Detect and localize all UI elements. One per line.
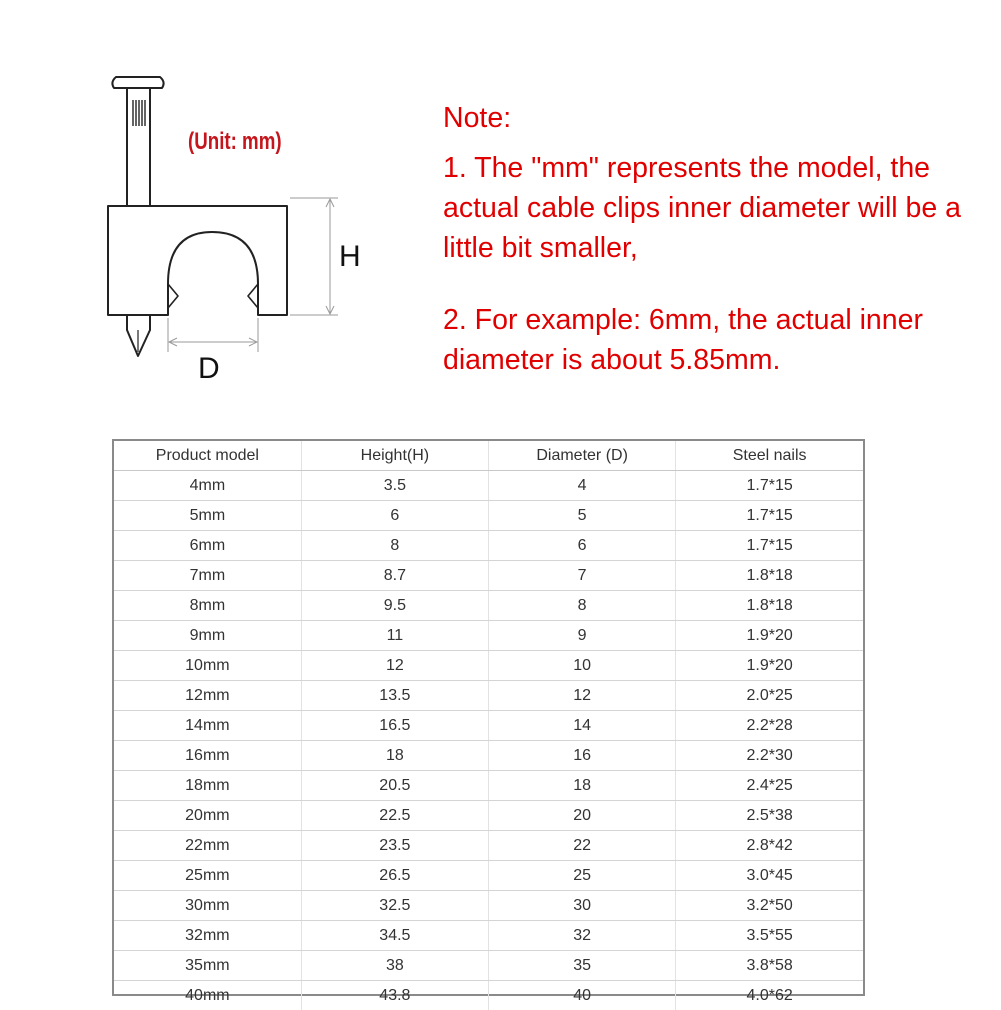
cell-diameter: 20	[489, 801, 676, 831]
clip-body	[108, 206, 287, 315]
cell-product-model: 4mm	[114, 471, 301, 501]
cell-diameter: 4	[489, 471, 676, 501]
cell-height: 12	[301, 651, 488, 681]
header-steel-nails: Steel nails	[676, 441, 863, 471]
cell-product-model: 5mm	[114, 501, 301, 531]
cell-diameter: 9	[489, 621, 676, 651]
cell-steel-nails: 1.8*18	[676, 561, 863, 591]
cell-diameter: 10	[489, 651, 676, 681]
cell-diameter: 6	[489, 531, 676, 561]
cell-height: 26.5	[301, 861, 488, 891]
cell-height: 6	[301, 501, 488, 531]
cell-height: 9.5	[301, 591, 488, 621]
cell-height: 38	[301, 951, 488, 981]
table-row	[114, 711, 863, 741]
cell-diameter: 32	[489, 921, 676, 951]
cell-steel-nails: 1.9*20	[676, 651, 863, 681]
spec-table	[114, 441, 863, 1010]
nail-head	[112, 77, 163, 88]
cell-height: 43.8	[301, 981, 488, 1010]
cell-product-model: 20mm	[114, 801, 301, 831]
cell-product-model: 18mm	[114, 771, 301, 801]
cell-diameter: 40	[489, 981, 676, 1010]
nail-grip-lines	[133, 100, 145, 126]
cell-height: 18	[301, 741, 488, 771]
cell-steel-nails: 4.0*62	[676, 981, 863, 1010]
cell-steel-nails: 2.2*28	[676, 711, 863, 741]
table-header-row	[114, 441, 863, 471]
cell-diameter: 30	[489, 891, 676, 921]
cell-diameter: 8	[489, 591, 676, 621]
cell-product-model: 32mm	[114, 921, 301, 951]
cell-product-model: 10mm	[114, 651, 301, 681]
cell-height: 23.5	[301, 831, 488, 861]
cell-steel-nails: 2.4*25	[676, 771, 863, 801]
cell-height: 11	[301, 621, 488, 651]
cell-product-model: 9mm	[114, 621, 301, 651]
cell-height: 34.5	[301, 921, 488, 951]
cell-height: 3.5	[301, 471, 488, 501]
table-row	[114, 681, 863, 711]
cell-product-model: 40mm	[114, 981, 301, 1010]
table-row	[114, 981, 863, 1010]
cell-height: 8	[301, 531, 488, 561]
cell-diameter: 35	[489, 951, 676, 981]
unit-label: (Unit: mm)	[188, 128, 282, 156]
cell-product-model: 25mm	[114, 861, 301, 891]
table-row	[114, 861, 863, 891]
table-body	[114, 471, 863, 1010]
cell-steel-nails: 2.8*42	[676, 831, 863, 861]
cell-height: 16.5	[301, 711, 488, 741]
cell-diameter: 12	[489, 681, 676, 711]
table-row	[114, 561, 863, 591]
table-row	[114, 771, 863, 801]
table-row	[114, 471, 863, 501]
table-row	[114, 531, 863, 561]
header-product-model: Product model	[114, 441, 301, 471]
height-label: H	[339, 240, 361, 274]
spec-table-frame	[112, 439, 865, 996]
header-diameter: Diameter (D)	[489, 441, 676, 471]
cable-clip-diagram	[95, 70, 395, 400]
cell-steel-nails: 1.9*20	[676, 621, 863, 651]
table-row	[114, 741, 863, 771]
cell-product-model: 22mm	[114, 831, 301, 861]
cell-steel-nails: 1.8*18	[676, 591, 863, 621]
cell-product-model: 6mm	[114, 531, 301, 561]
table-row	[114, 591, 863, 621]
diameter-label: D	[198, 352, 220, 386]
cell-height: 20.5	[301, 771, 488, 801]
table-row	[114, 621, 863, 651]
note-block	[443, 98, 999, 380]
cell-product-model: 35mm	[114, 951, 301, 981]
table-row	[114, 951, 863, 981]
cell-product-model: 16mm	[114, 741, 301, 771]
cell-diameter: 25	[489, 861, 676, 891]
cell-steel-nails: 3.0*45	[676, 861, 863, 891]
cell-product-model: 7mm	[114, 561, 301, 591]
cell-diameter: 18	[489, 771, 676, 801]
cell-steel-nails: 2.5*38	[676, 801, 863, 831]
header-height: Height(H)	[301, 441, 488, 471]
cell-diameter: 16	[489, 741, 676, 771]
cell-diameter: 22	[489, 831, 676, 861]
table-row	[114, 501, 863, 531]
table-row	[114, 831, 863, 861]
cell-steel-nails: 3.5*55	[676, 921, 863, 951]
cell-steel-nails: 3.2*50	[676, 891, 863, 921]
cell-height: 32.5	[301, 891, 488, 921]
cell-steel-nails: 1.7*15	[676, 531, 863, 561]
cell-height: 8.7	[301, 561, 488, 591]
cell-steel-nails: 2.0*25	[676, 681, 863, 711]
clip-notches	[168, 284, 258, 308]
cell-height: 22.5	[301, 801, 488, 831]
cell-product-model: 12mm	[114, 681, 301, 711]
cell-diameter: 14	[489, 711, 676, 741]
note-point-1: 1. The "mm" represents the model, the actual cable clips inner diameter will be a little bit smaller,	[443, 148, 999, 268]
table-row	[114, 921, 863, 951]
note-point-2: 2. For example: 6mm, the actual inner diameter is about 5.85mm.	[443, 300, 999, 380]
cell-height: 13.5	[301, 681, 488, 711]
cell-diameter: 7	[489, 561, 676, 591]
cell-steel-nails: 1.7*15	[676, 501, 863, 531]
cell-diameter: 5	[489, 501, 676, 531]
table-row	[114, 801, 863, 831]
cell-steel-nails: 3.8*58	[676, 951, 863, 981]
cell-product-model: 14mm	[114, 711, 301, 741]
cell-steel-nails: 2.2*30	[676, 741, 863, 771]
note-title: Note:	[443, 98, 999, 138]
table-row	[114, 891, 863, 921]
cell-steel-nails: 1.7*15	[676, 471, 863, 501]
table-row	[114, 651, 863, 681]
cell-product-model: 30mm	[114, 891, 301, 921]
cell-product-model: 8mm	[114, 591, 301, 621]
